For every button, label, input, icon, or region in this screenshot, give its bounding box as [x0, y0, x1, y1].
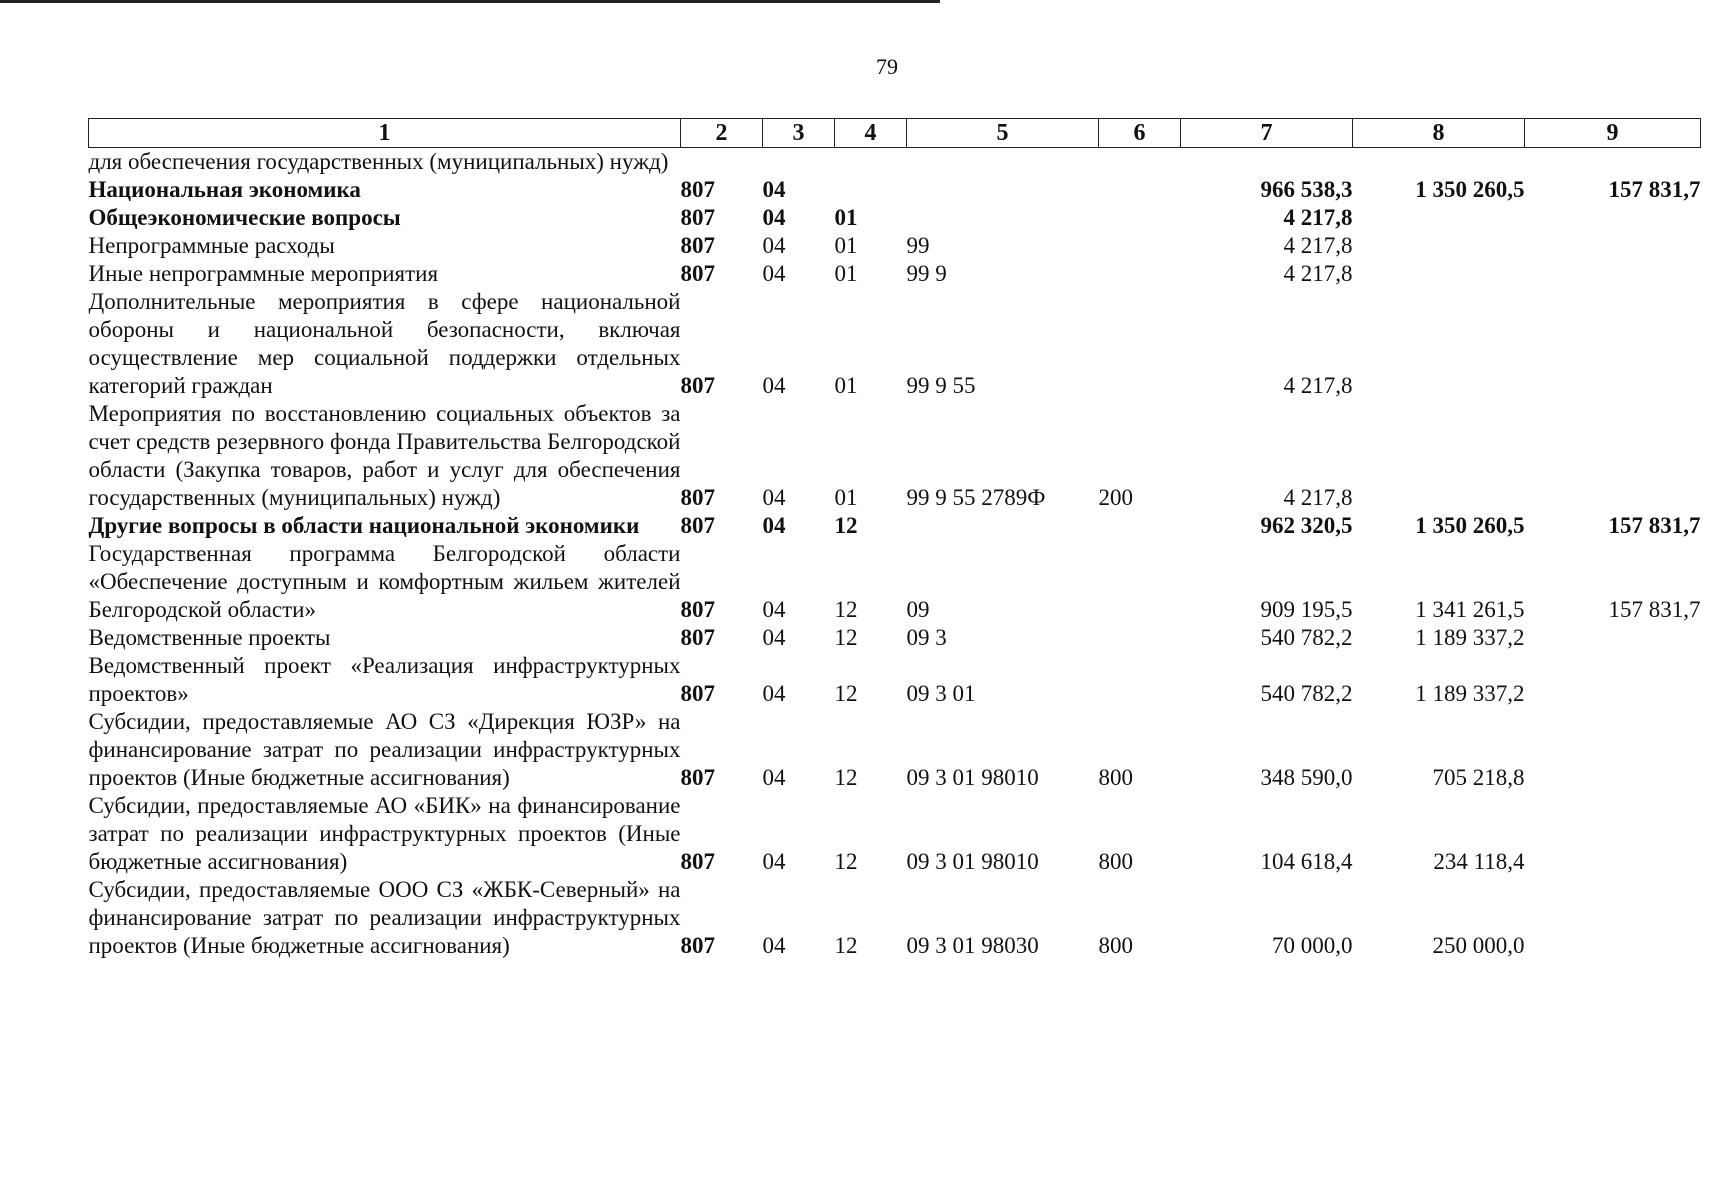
header-col-2: 2: [681, 119, 763, 148]
row-section: 04: [762, 625, 786, 650]
row-target-item: 99: [906, 233, 930, 258]
row-section: 04: [762, 765, 786, 790]
row-amount-col8: 1 350 260,5: [1415, 177, 1525, 202]
table-row: [89, 148, 1701, 177]
row-amount-col7: 348 590,0: [1260, 765, 1353, 790]
row-amount-col9: [1525, 148, 1701, 177]
row-amount-col8: 250 000,0: [1432, 933, 1525, 958]
row-amount-col9: [1525, 232, 1701, 260]
table-row: [89, 876, 1701, 960]
row-subsection: 12: [834, 849, 858, 874]
row-target-item: 09 3 01: [906, 681, 976, 706]
row-amount-col7: 104 618,4: [1260, 849, 1353, 874]
row-amount-col8: 1 189 337,2: [1415, 681, 1525, 706]
row-subsection: 12: [834, 765, 858, 790]
row-subsection: 01: [834, 261, 858, 286]
row-section: 04: [762, 205, 786, 230]
row-target-item: 09 3 01 98010: [906, 765, 1039, 790]
row-chapter: 807: [680, 625, 715, 650]
row-amount-col9: [1525, 204, 1701, 232]
row-amount-col9: 157 831,7: [1608, 513, 1701, 538]
row-section: 04: [762, 681, 786, 706]
row-subsection: 01: [834, 485, 858, 510]
row-amount-col9: [1525, 792, 1701, 876]
row-name: Субсидии, предоставляемые АО «БИК» на финансирование затрат по реализации инфраструктурных проектов (Иные бюджетные ассигнования): [88, 793, 681, 874]
row-expense-type: [1099, 204, 1181, 232]
row-amount-col7: 4 217,8: [1283, 373, 1353, 398]
table-row: [89, 232, 1701, 260]
row-section: 04: [762, 261, 786, 286]
row-amount-col9: [1525, 260, 1701, 288]
header-col-8: 8: [1353, 119, 1525, 148]
row-name: Иные непрограммные мероприятия: [88, 261, 439, 286]
row-amount-col9: [1525, 624, 1701, 652]
row-name: Дополнительные мероприятия в сфере национальной обороны и национальной безопасности, включая осуществление мер социальной поддержки отдельных категорий граждан: [88, 289, 681, 398]
row-amount-col9: 157 831,7: [1608, 177, 1701, 202]
row-target-item: 09 3: [906, 625, 947, 650]
row-amount-col7: 4 217,8: [1283, 261, 1353, 286]
row-section: 04: [762, 373, 786, 398]
row-subsection: [835, 148, 907, 177]
row-section: [763, 148, 835, 177]
table-row: [89, 540, 1701, 624]
top-rule: [0, 0, 940, 3]
row-amount-col9: [1525, 876, 1701, 960]
row-chapter: 807: [680, 205, 715, 230]
table-row: [89, 624, 1701, 652]
row-section: 04: [762, 849, 786, 874]
table-row: [89, 512, 1701, 540]
row-amount-col9: [1525, 652, 1701, 708]
row-name: Ведомственные проекты: [88, 625, 331, 650]
row-expense-type: [1099, 176, 1181, 204]
row-name: Непрограммные расходы: [88, 233, 335, 258]
row-amount-col8: [1353, 204, 1525, 232]
row-target-item: 09 3 01 98010: [906, 849, 1039, 874]
row-amount-col7: 540 782,2: [1260, 625, 1353, 650]
row-section: 04: [762, 597, 786, 622]
row-subsection: [835, 176, 907, 204]
row-expense-type: 200: [1098, 485, 1133, 510]
page-number: 79: [876, 54, 898, 79]
row-expense-type: 800: [1098, 849, 1133, 874]
row-amount-col8: 234 118,4: [1433, 849, 1525, 874]
row-target-item: 99 9 55: [906, 373, 976, 398]
row-name: Мероприятия по восстановлению социальных объектов за счет средств резервного фонда Правительства Белгородской области (Закупка товаров, работ и услуг для обеспечения государственных (муниципальных) нужд): [88, 401, 681, 510]
row-subsection: 01: [834, 233, 858, 258]
row-section: 04: [762, 177, 786, 202]
row-chapter: 807: [680, 849, 715, 874]
row-subsection: 12: [834, 681, 858, 706]
row-name: Национальная экономика: [88, 177, 361, 202]
row-section: 04: [762, 933, 786, 958]
row-expense-type: 800: [1098, 933, 1133, 958]
header-col-4: 4: [835, 119, 907, 148]
row-amount-col9: 157 831,7: [1608, 597, 1701, 622]
row-subsection: 12: [834, 513, 858, 538]
row-amount-col8: 1 350 260,5: [1415, 513, 1525, 538]
row-expense-type: [1099, 652, 1181, 708]
table-row: [89, 792, 1701, 876]
row-amount-col8: 1 341 261,5: [1415, 597, 1525, 622]
row-amount-col8: [1353, 400, 1525, 512]
row-section: 04: [762, 485, 786, 510]
row-chapter: 807: [680, 485, 715, 510]
table-header-row: [89, 119, 1701, 148]
row-amount-col8: 705 218,8: [1432, 765, 1525, 790]
table-row: [89, 260, 1701, 288]
row-section: 04: [762, 233, 786, 258]
row-chapter: 807: [680, 681, 715, 706]
row-chapter: 807: [680, 597, 715, 622]
row-chapter: 807: [680, 233, 715, 258]
row-subsection: 01: [834, 205, 858, 230]
table-body: [89, 148, 1701, 961]
header-col-9: 9: [1525, 119, 1701, 148]
table-row: [89, 708, 1701, 792]
row-name: Общеэкономические вопросы: [88, 205, 401, 230]
row-amount-col7: [1181, 148, 1353, 177]
row-expense-type: 800: [1098, 765, 1133, 790]
row-expense-type: [1099, 260, 1181, 288]
row-amount-col8: [1353, 288, 1525, 400]
row-amount-col7: 4 217,8: [1283, 205, 1353, 230]
row-subsection: 01: [834, 373, 858, 398]
row-amount-col9: [1525, 288, 1701, 400]
row-target-item: 09 3 01 98030: [906, 933, 1039, 958]
budget-table: [88, 118, 1701, 960]
header-col-3: 3: [763, 119, 835, 148]
row-target-item: 99 9 55 2789Ф: [906, 485, 1046, 510]
row-chapter: 807: [680, 177, 715, 202]
row-amount-col7: 540 782,2: [1260, 681, 1353, 706]
row-chapter: 807: [680, 933, 715, 958]
row-chapter: 807: [680, 513, 715, 538]
row-amount-col8: [1353, 148, 1525, 177]
row-chapter: 807: [680, 373, 715, 398]
row-target-item: [907, 176, 1099, 204]
row-expense-type: [1099, 624, 1181, 652]
row-chapter: [681, 148, 763, 177]
row-chapter: 807: [680, 261, 715, 286]
header-col-5: 5: [907, 119, 1099, 148]
row-target-item: 09: [906, 597, 930, 622]
row-amount-col8: [1353, 260, 1525, 288]
row-amount-col7: 966 538,3: [1260, 177, 1353, 202]
row-amount-col8: [1353, 232, 1525, 260]
row-expense-type: [1099, 232, 1181, 260]
row-name: Субсидии, предоставляемые АО СЗ «Дирекция ЮЗР» на финансирование затрат по реализации инфраструктурных проектов (Иные бюджетные ассигнования): [88, 709, 681, 790]
row-name: Ведомственный проект «Реализация инфраструктурных проектов»: [88, 653, 681, 706]
row-expense-type: [1099, 540, 1181, 624]
row-name: для обеспечения государственных (муниципальных) нужд): [88, 149, 669, 174]
row-name: Субсидии, предоставляемые ООО СЗ «ЖБК-Северный» на финансирование затрат по реализации инфраструктурных проектов (Иные бюджетные ассигнования): [88, 877, 681, 958]
table-row: [89, 204, 1701, 232]
row-expense-type: [1099, 288, 1181, 400]
row-subsection: 12: [834, 597, 858, 622]
row-expense-type: [1099, 512, 1181, 540]
row-chapter: 807: [680, 765, 715, 790]
row-amount-col9: [1525, 708, 1701, 792]
row-subsection: 12: [834, 933, 858, 958]
row-expense-type: [1099, 148, 1181, 177]
row-amount-col7: 4 217,8: [1283, 233, 1353, 258]
row-target-item: 99 9: [906, 261, 947, 286]
header-col-6: 6: [1099, 119, 1181, 148]
table-row: [89, 400, 1701, 512]
row-amount-col7: 962 320,5: [1260, 513, 1353, 538]
row-target-item: [907, 204, 1099, 232]
row-subsection: 12: [834, 625, 858, 650]
row-target-item: [907, 512, 1099, 540]
row-amount-col9: [1525, 400, 1701, 512]
row-name: Государственная программа Белгородской области «Обеспечение доступным и комфортным жильем жителей Белгородской области»: [88, 541, 681, 622]
row-name: Другие вопросы в области национальной экономики: [88, 513, 640, 538]
row-amount-col7: 70 000,0: [1272, 933, 1353, 958]
row-amount-col8: 1 189 337,2: [1415, 625, 1525, 650]
header-col-7: 7: [1181, 119, 1353, 148]
table-row: [89, 652, 1701, 708]
table-row: [89, 176, 1701, 204]
row-section: 04: [762, 513, 786, 538]
row-target-item: [907, 148, 1099, 177]
row-amount-col7: 4 217,8: [1283, 485, 1353, 510]
header-col-1: 1: [89, 119, 681, 148]
row-amount-col7: 909 195,5: [1260, 597, 1353, 622]
table-row: [89, 288, 1701, 400]
